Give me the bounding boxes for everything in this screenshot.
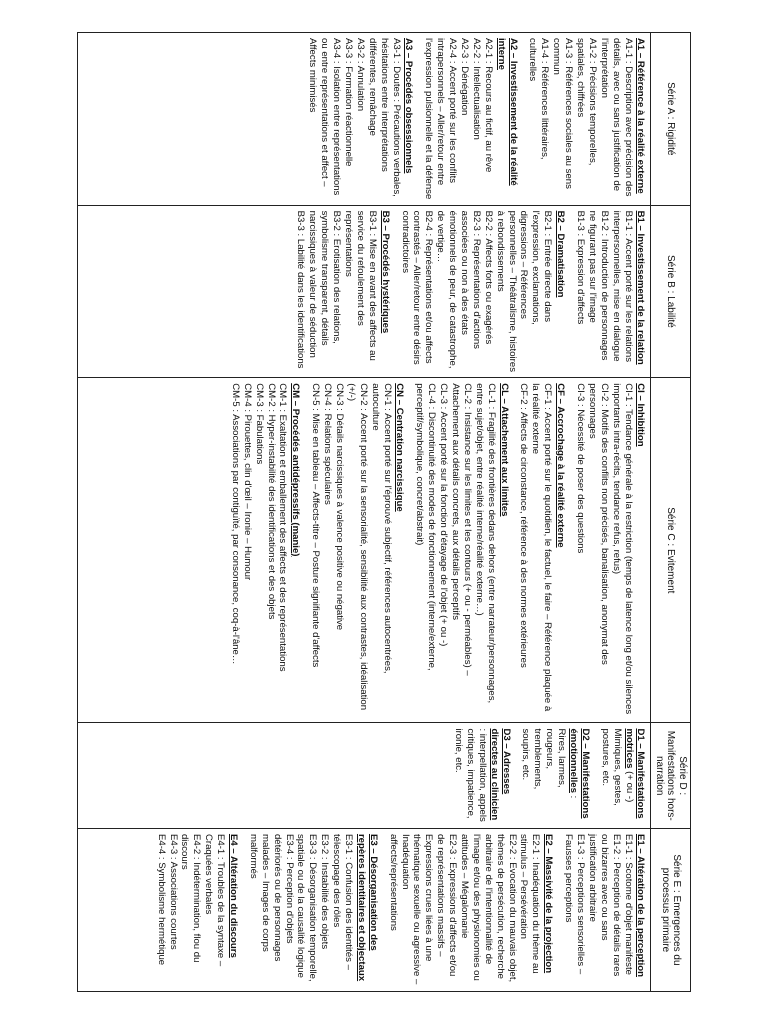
list-item: E2-2 : Evocation du mauvais objet, thèmes de persécution, recherche arbitraire de l'intentionnalité de l'image et/ou des physionomies ou attitudes – Mégalomanie xyxy=(459,833,518,983)
list-item: B2-1 : Entrée directe dans l'expression, exclamations, digressions – Références personnelles – Théâtralisme, histoires à rebondissements xyxy=(494,210,554,373)
section-title: CN – Centration narcissique xyxy=(394,383,406,512)
column-serie-d xyxy=(78,723,652,828)
list-item: E4-4 : Symbolisme hermétique xyxy=(155,833,167,966)
list-item: E3-2 : Instabilité des objets xyxy=(319,833,331,950)
list-item: CN-4 : Relations spéculaires xyxy=(322,383,334,505)
list-item: A3-4 : Isolation entre représentations ou entre représentations et affect – Affects minimisés xyxy=(307,38,343,196)
list-item: CM-5 : Associations par contiguïté, par consonance, coq-à-l'âne… xyxy=(229,383,241,665)
column-serie-b xyxy=(78,205,652,378)
list-item: B2-3 : Représentations d'actions associées ou non à des états émotionnels de peur, de catastrophe, de vertige… xyxy=(435,210,482,369)
list-item: CM-1 : Exaltation et emballement des affects et des représentations xyxy=(277,383,289,672)
cotation-table xyxy=(77,32,691,992)
list-item: B3-3 : Labilité dans les identifications xyxy=(295,210,307,369)
list-item: A3-3 : Formation réactionnelle xyxy=(343,38,355,167)
list-item: E1-2 : Perception de détails rares ou bizarres avec ou sans justification arbitraire xyxy=(586,833,622,977)
list-item: A2-4 : Accent porté sur les conflits intrapersonnels – Aller/retour entre l'expression pulsionnelle et la défense xyxy=(423,38,459,200)
header-serie-a: Série A : Rigidité xyxy=(651,33,691,206)
list-item: E2-3 : Expressions d'affects et/ou de représentations massifs – Expressions crues liées à une thématique sexuelle ou agressive – Inadéquation affects/représentations xyxy=(387,833,459,985)
list-item: A2-1 : Recours au fictif, au rêve xyxy=(482,38,494,173)
section-heading xyxy=(623,728,647,822)
header-row xyxy=(651,33,691,992)
list-item: Mimiques, gestes, postures, etc. xyxy=(599,728,623,806)
list-item: CN-2 : Accent porté sur la sensorialité, sensibilité aux contrastes, idéalisation (+/-) xyxy=(345,383,369,711)
list-item: E3-1 : Confusion des identités – télescopage des rôles xyxy=(331,833,355,970)
content-row xyxy=(78,33,652,992)
list-item: CM-2 : Hyper-instabilité des identifications et des objets xyxy=(265,383,277,620)
column-serie-c xyxy=(78,378,652,723)
list-item: CI-3 : Nécessité de poser des questions xyxy=(575,383,587,554)
section-title: A1 – Référence à la réalité externe xyxy=(635,38,647,194)
section-b2 xyxy=(399,211,566,373)
list-item: E2-1 : Inadéquation du thème au stimulus – Persévération xyxy=(518,833,542,974)
section-title: B2 – Dramatisation xyxy=(555,210,567,298)
list-item: B2-2 : Affects forts ou exagérés xyxy=(482,210,494,345)
list-item: CM-3 : Fabulations xyxy=(253,383,265,465)
section-e4 xyxy=(155,834,239,986)
list-item: A2-3 : Dénégation xyxy=(459,38,471,116)
list-item: CM-4 : Pirouettes, clin d'œil – Ironie – Humour xyxy=(241,383,253,581)
header-serie-d: Série D : Manifestations hors-narration xyxy=(651,723,691,828)
list-item: CL-3 : Accent porté sur la fonction d'étayage de l'objet (+ ou -) xyxy=(438,383,450,647)
list-item: CN-3 : Détails narcissiques à valence positive ou négative xyxy=(334,383,346,631)
list-item: A3-1 : Doutes : Précautions verbales, hésitations entre interprétations différentes, remâchage xyxy=(366,38,402,197)
section-b3 xyxy=(295,211,391,373)
list-item: A1-3 : Références sociales au sens commun xyxy=(551,38,575,189)
section-title: A3 – Procédés obsessionnels xyxy=(403,38,415,174)
section-title: B1 – Investissement de la relation xyxy=(635,210,647,365)
section-title: A2 – Investissement de la réalité interne xyxy=(495,38,519,186)
list-item: B1-1 : Accent porté sur les relations interpersonnelles, mise en dialogue xyxy=(610,210,634,363)
list-item: E3-4 : Perception d'objets détériorés ou de personnages malades – Images de corps malformés xyxy=(247,833,295,962)
section-ci xyxy=(574,383,646,717)
section-cn xyxy=(309,383,405,717)
list-item: CF-2 : Affects de circonstance, référence à des normes extérieures xyxy=(518,383,530,668)
column-serie-e xyxy=(78,828,652,991)
header-serie-c: Série C : Evitement xyxy=(651,378,691,723)
list-item: CI-1 : Tendance générale à la restriction (temps de latence long et/ou silences importants intra-récits, tendance refus, refus) xyxy=(610,383,634,715)
section-title: CM – Procédés antidépressifs (manie) xyxy=(290,383,302,557)
section-d1 xyxy=(599,728,647,822)
section-e2 xyxy=(387,834,554,986)
section-title: E2 – Massivité de la projection xyxy=(543,833,555,974)
list-item: CL-2 : Insistance sur les limites et les contours (+ ou - perméables) – Attachement aux détails concrets, aux détails perceptifs xyxy=(450,383,473,676)
list-item: A3-2 : Annulation xyxy=(354,38,366,112)
list-item: CF-1 : Accent porté sur le quotidien, le factuel, le faire – Référence plaquée à la réalité externe xyxy=(530,383,554,712)
section-title: CF – Accrochage à la réalité externe xyxy=(555,383,567,548)
section-title: CL – Attachement aux limites xyxy=(498,383,510,517)
list-item: A1-2 : Précisions temporelles, spatiales, chiffrées xyxy=(575,38,598,166)
section-title: D3 – Adresses directes au clinicien xyxy=(488,728,512,821)
rotated-sheet xyxy=(77,32,691,992)
list-item: A1-4 : Références littéraires, culturelles xyxy=(527,38,551,160)
column-serie-a xyxy=(78,33,652,206)
list-item: B1-2 : Introduction de personnages ne figurant pas sur l'image xyxy=(586,210,610,361)
list-item: A2-2 : Intellectualisation xyxy=(470,38,482,140)
list-item: CL-4 : Discontinuité des modes de fonctionnement (interne/externe, perceptif/symbolique, concret/abstrait) xyxy=(414,383,438,671)
section-a2 xyxy=(422,38,518,200)
section-e1 xyxy=(562,834,646,986)
header-serie-e: Série E : Emergences du processus primaire xyxy=(651,828,691,991)
section-heading xyxy=(520,728,591,822)
list-item: E1-1 : Scotome d'objet manifeste xyxy=(622,833,634,975)
section-title: E4 – Altération du discours xyxy=(228,833,239,958)
section-d2 xyxy=(520,728,591,822)
list-item: E4-2 : Indétermination, flou du discours xyxy=(179,833,203,963)
list-item: CN-5 : Mise en tableau – Affects-titre – Posture signifiante d'affects xyxy=(310,383,322,668)
list-item: E3-3 : Désorganisation temporelle, spatiale ou de la causalité logique xyxy=(295,833,319,982)
list-item: E4-3 : Associations courtes xyxy=(167,833,179,950)
section-title-suffix: : interpellation, appels critiques, impatience, ironie, etc. xyxy=(453,728,488,822)
list-item: CI-2 : Motifs des conflits non précisés, banalisation, anonymat des personnages xyxy=(586,383,610,665)
list-item: B2-4 : Représentations et/ou affects contrastés – Aller/retour entre désirs contradictoires xyxy=(399,210,435,365)
header-serie-b: Série B : Labilité xyxy=(651,205,691,378)
section-title-suffix: : Rires, larmes, rougeurs, tremblements, soupirs, etc. xyxy=(520,728,580,799)
section-title: D1 – Manifestations motrices xyxy=(623,728,647,819)
list-item: CL-1 : Fragilité des frontières dedans dehors (entre narrateur/personnages, entre sujet/objet, entre réalité interne/réalité externe…) xyxy=(473,383,497,704)
section-title: E3 – Désorganisation des repères identitaires et objectaux xyxy=(355,833,379,982)
section-a3 xyxy=(306,38,414,200)
list-item: A1-1 : Description avec précision des détails, avec ou sans justification de l'interprétation xyxy=(598,38,634,197)
list-item: E1-3 : Perceptions sensorielles – Fausses perceptions xyxy=(563,833,587,975)
section-title: D2 – Manifestations émotionnelles xyxy=(568,728,591,819)
section-title: B3 – Procédés hystériques xyxy=(379,210,391,334)
section-d3 xyxy=(452,728,511,822)
section-heading xyxy=(452,728,511,822)
list-item: CN-1 : Accent porté sur l'éprouvé subjectif, références autocentrées, autoculture xyxy=(369,383,393,674)
section-b1 xyxy=(574,211,646,373)
section-cf xyxy=(518,383,567,717)
section-e3 xyxy=(247,834,379,986)
list-item: B1-3 : Expression d'affects xyxy=(575,210,587,325)
section-cm xyxy=(229,383,301,717)
list-item: E4-1 : Troubles de la syntaxe – Craquées verbales xyxy=(203,833,227,967)
list-item: B3-2 : Erotisation des relations, symbolisme transparent, détails narcissiques à valeur de séduction xyxy=(307,210,343,358)
section-cl xyxy=(413,383,509,717)
section-title: E1 – Altération de la perception xyxy=(635,833,647,978)
section-title-suffix: (+ ou -) xyxy=(623,768,635,803)
section-a1 xyxy=(527,38,647,200)
section-title: CI – Inhibition xyxy=(635,383,647,447)
list-item: B3-1 : Mise en avant des affects au service du refoulement des représentations xyxy=(343,210,378,361)
